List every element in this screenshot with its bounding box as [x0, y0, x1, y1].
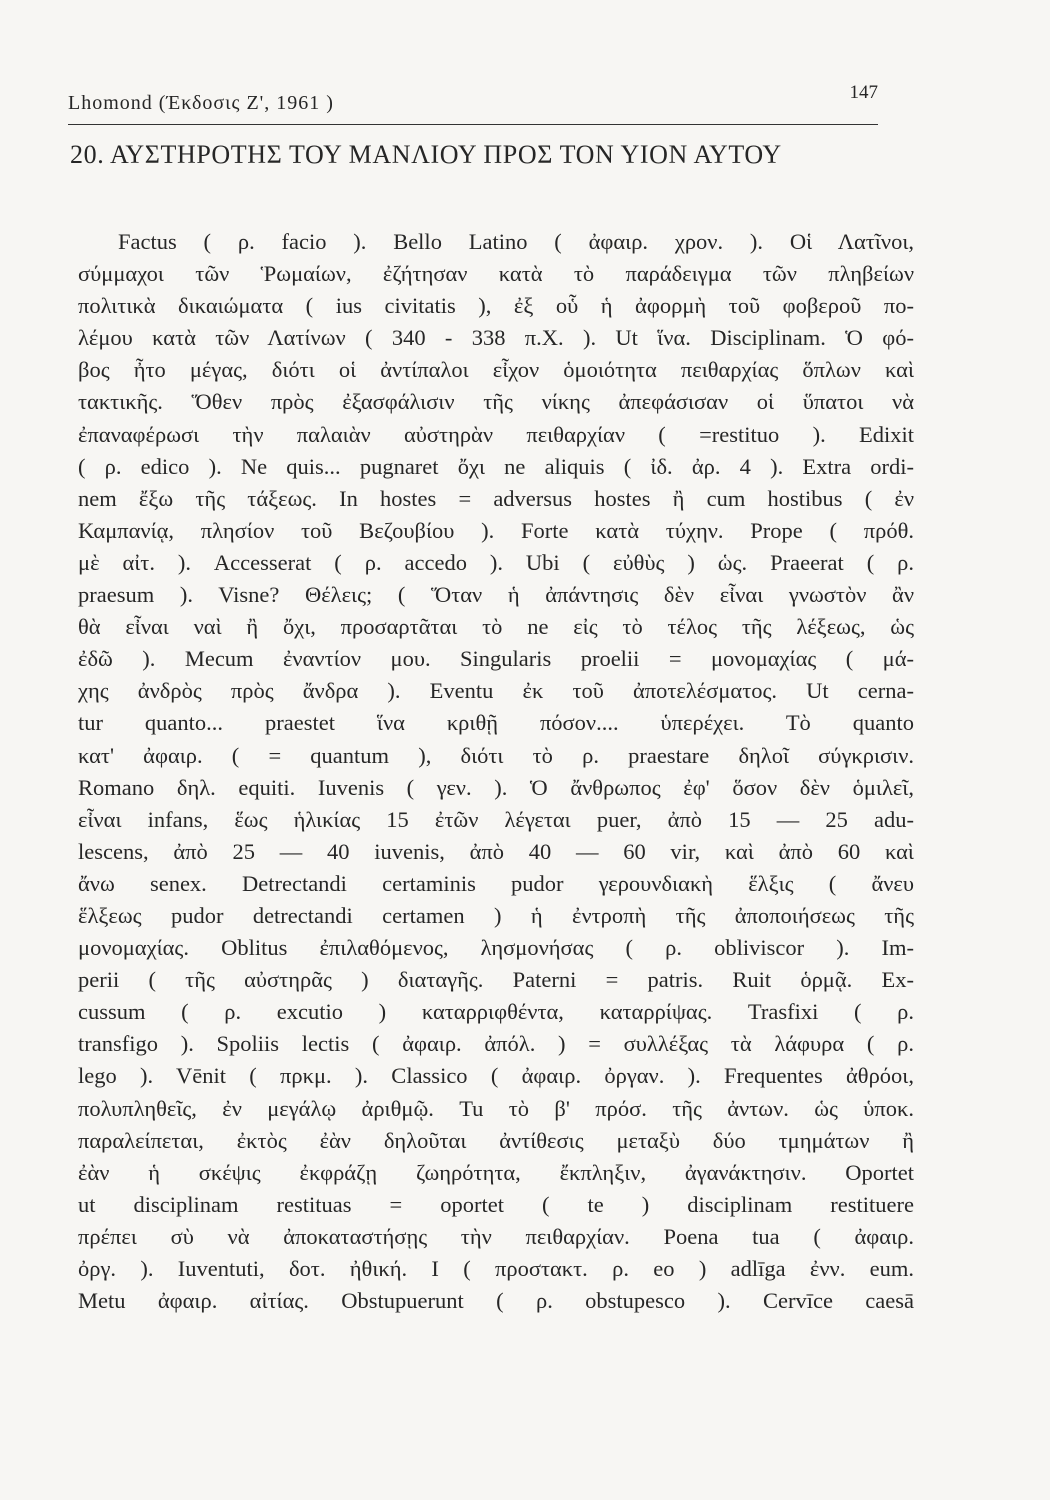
text-line: θὰ εἶναι ναὶ ἢ ὄχι, προσαρτᾶται τὸ ne εἰς τὸ τέλος τῆς λέξεως, ὡς — [78, 614, 914, 640]
header-rule — [68, 124, 878, 125]
text-line: ἄνω senex. Detrectandi certaminis pudor γερουνδιακὴ ἕλξις ( ἄνευ — [78, 870, 914, 896]
text-line: βος ἦτο μέγας, διότι οἱ ἀντίπαλοι εἶχον ὁμοιότητα πειθαρχίας ὅπλων καὶ — [78, 357, 914, 383]
text-line: Romano δηλ. equiti. Iuvenis ( γεν. ). Ὁ ἄνθρωπος ἐφ' ὅσον δὲν ὁμιλεῖ, — [78, 774, 914, 800]
text-line: perii ( τῆς αὐστηρᾶς ) διαταγῆς. Paterni = patris. Ruit ὁρμᾷ. Ex- — [78, 967, 914, 993]
text-line: πολυπληθεῖς, ἐν μεγάλῳ ἀριθμῷ. Tu τὸ β' πρόσ. τῆς ἀντων. ὡς ὑποκ. — [78, 1095, 914, 1121]
commentary-body — [78, 226, 914, 1349]
chapter-title: 20. ΑΥΣΤΗΡΟΤΗΣ ΤΟΥ ΜΑΝΛΙΟΥ ΠΡΟΣ ΤΟΝ ΥΙΟΝ ΑΥΤΟΥ — [70, 140, 782, 169]
text-line: ἐπαναφέρωσι τὴν παλαιὰν αὐστηρὰν πειθαρχίαν ( =restituo ). Edixit — [78, 421, 914, 447]
text-line: ἐδῶ ). Mecum ἐναντίον μου. Singularis proelii = μονομαχίας ( μά- — [78, 646, 914, 672]
text-line: εἶναι infans, ἕως ἡλικίας 15 ἐτῶν λέγεται puer, ἀπὸ 15 — 25 adu- — [78, 806, 914, 832]
page-number: 147 — [849, 82, 878, 103]
text-line: μὲ αἰτ. ). Accesserat ( ρ. accedo ). Ubi ( εὐθὺς ) ὡς. Praeerat ( ρ. — [78, 549, 914, 575]
text-line: πολιτικὰ δικαιώματα ( ius civitatis ), ἐξ οὗ ἡ ἀφορμὴ τοῦ φοβεροῦ πο- — [78, 293, 914, 319]
text-line: ἐὰν ἡ σκέψις ἐκφράζῃ ζωηρότητα, ἔκπληξιν, ἀγανάκτησιν. Oportet — [78, 1159, 914, 1185]
text-line: ut disciplinam restituas = oportet ( te ) disciplinam restituere — [78, 1191, 914, 1217]
text-line: ἕλξεως pudor detrectandi certamen ) ἡ ἐντροπὴ τῆς ἀποποιήσεως τῆς — [78, 902, 914, 928]
text-line: λέμου κατὰ τῶν Λατίνων ( 340 - 338 π.Χ. ). Ut ἵνα. Disciplinam. Ὁ φό- — [78, 325, 914, 351]
text-line — [78, 1317, 914, 1349]
text-line: cussum ( ρ. excutio ) καταρριφθέντα, καταρρίψας. Trasfixi ( ρ. — [78, 999, 914, 1025]
running-head — [68, 82, 878, 124]
running-head-title: Lhomond (Έκδοσις Ζ', 1961 ) — [68, 92, 334, 114]
text-line: Factus ( ρ. facio ). Bello Latino ( ἀφαιρ. χρον. ). Οἱ Λατῖνοι, — [118, 229, 914, 254]
text-line: Metu ἀφαιρ. αἰτίας. Obstupuerunt ( ρ. obstupesco ). Cervīce caesā — [78, 1288, 914, 1314]
text-line: lescens, ἀπὸ 25 — 40 iuvenis, ἀπὸ 40 — 60 vir, καὶ ἀπὸ 60 καὶ — [78, 838, 914, 864]
text-line: χης ἀνδρὸς πρὸς ἄνδρα ). Eventu ἐκ τοῦ ἀποτελέσματος. Ut cerna- — [78, 678, 914, 704]
text-line: ὀργ. ). Iuventuti, δοτ. ἠθική. I ( προστακτ. ρ. eo ) adlīga ἐνν. eum. — [78, 1256, 914, 1281]
text-line: transfigo ). Spoliis lectis ( ἀφαιρ. ἀπόλ. ) = συλλέξας τὰ λάφυρα ( ρ. — [78, 1031, 914, 1057]
text-line: κατ' ἀφαιρ. ( = quantum ), διότι τὸ ρ. praestare δηλοῖ σύγκρισιν. — [78, 742, 914, 768]
text-line: lego ). Vēnit ( πρκμ. ). Classico ( ἀφαιρ. ὀργαν. ). Frequentes ἀθρόοι, — [78, 1063, 914, 1089]
text-line: tur quanto... praestet ἵνα κριθῇ πόσον.... ὑπερέχει. Τὸ quanto — [78, 710, 914, 736]
text-line: μονομαχίας. Oblitus ἐπιλαθόμενος, λησμονήσας ( ρ. obliviscor ). Im- — [78, 935, 914, 961]
text-line: παραλείπεται, ἐκτὸς ἐὰν δηλοῦται ἀντίθεσις μεταξὺ δύο τμημάτων ἢ — [78, 1127, 914, 1153]
text-line: praesum ). Visne? Θέλεις; ( Ὅταν ἡ ἀπάντησις δὲν εἶναι γνωστὸν ἂν — [78, 582, 914, 608]
text-line: πρέπει σὺ νὰ ἀποκαταστήσῃς τὴν πειθαρχίαν. Poena tua ( ἀφαιρ. — [78, 1223, 914, 1249]
text-line: σύμμαχοι τῶν Ῥωμαίων, ἐζήτησαν κατὰ τὸ παράδειγμα τῶν πληβείων — [78, 261, 914, 287]
text-line: Καμπανίᾳ, πλησίον τοῦ Βεζουβίου ). Forte κατὰ τύχην. Prope ( πρόθ. — [78, 517, 914, 543]
text-line: τακτικῆς. Ὅθεν πρὸς ἐξασφάλισιν τῆς νίκης ἀπεφάσισαν οἱ ὕπατοι νὰ — [78, 389, 914, 415]
text-line: nem ἔξω τῆς τάξεως. In hostes = adversus hostes ἢ cum hostibus ( ἐν — [78, 485, 914, 511]
text-line: ( ρ. edico ). Ne quis... pugnaret ὄχι ne aliquis ( ἰδ. ἀρ. 4 ). Extra ordi- — [78, 453, 914, 479]
